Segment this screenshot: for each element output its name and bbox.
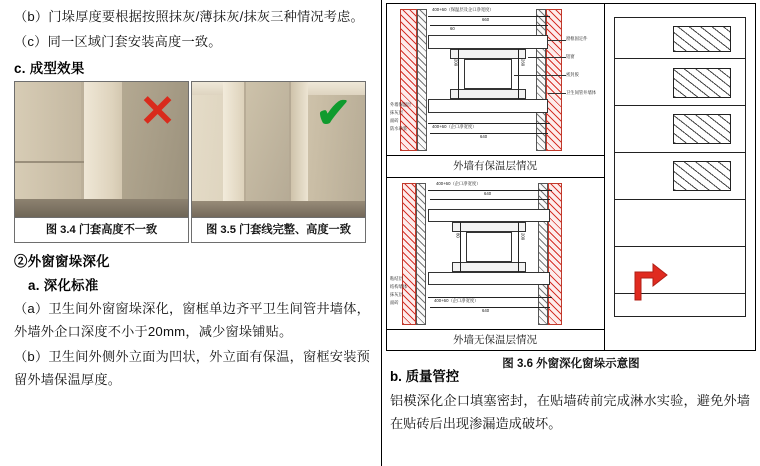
annotation-1: 窗框固定件	[566, 36, 588, 41]
door-jamb-right	[289, 81, 308, 218]
floor-line-2	[615, 105, 745, 106]
figure-divider-vertical	[604, 3, 605, 351]
dim-line-top2-2	[430, 199, 550, 200]
annotation-10: 结构墙体	[390, 284, 408, 289]
figure-divider-h-top	[386, 155, 604, 156]
photo-caption-2: 图 3.5 门套线完整、高度一致	[191, 218, 366, 243]
window-sash-2	[466, 232, 512, 262]
photo-good-door-casing	[191, 81, 366, 218]
wall-insulation-right	[546, 9, 562, 151]
annotation-12: 面砖	[390, 300, 399, 305]
dim-line-vert2-2	[518, 222, 519, 272]
cad-detail-with-insulation	[390, 7, 602, 153]
dim-label-bottom2-2: 640	[482, 308, 490, 313]
annotation-5: 外墙保温层	[390, 102, 412, 107]
sub-caption-with-insulation: 外墙有保温层情况	[453, 160, 537, 172]
dim-label-vert-2: 260	[520, 59, 526, 67]
heading-window-jamb: ②外窗窗垛深化	[14, 254, 110, 270]
window-unit-2	[673, 68, 731, 98]
figure-caption: 图 3.6 外窗深化窗垛示意图	[502, 358, 640, 370]
window-unit-3	[673, 114, 731, 144]
window-head-frame-2	[428, 209, 550, 222]
dim-label-top-3: 60	[450, 26, 455, 31]
photo-caption-row	[14, 218, 367, 243]
floor-band	[15, 199, 188, 218]
annotation-8: 防水砂浆	[390, 126, 408, 131]
photo-caption-1: 图 3.4 门套高度不一致	[14, 218, 189, 243]
dim-label-bottom2-1: 400+60（企口净宽度）	[434, 298, 479, 303]
window-frame-profile-lower	[450, 89, 526, 99]
window-unit-1	[673, 26, 731, 52]
structural-wall-right-2	[538, 183, 548, 325]
sub-caption-no-insulation: 外墙无保温层情况	[453, 334, 537, 346]
heading-forming-effect: c. 成型效果	[14, 61, 85, 77]
photo-block	[14, 81, 367, 243]
window-sill-frame	[428, 99, 548, 113]
dim-line-vert-1	[458, 49, 459, 99]
dim-line-vert2-1	[460, 222, 461, 272]
window-frame-profile-2	[452, 222, 526, 232]
dim-label-top-2: 660	[482, 17, 490, 22]
red-arrow-icon	[631, 256, 671, 302]
floor-band	[192, 201, 365, 217]
window-sill-frame-2	[428, 272, 550, 285]
annotation-7: 面砖	[390, 118, 399, 123]
window-frame-profile-lower-2	[452, 262, 526, 272]
figure-divider-h-mid	[386, 177, 604, 178]
dim-label-vert2-2: 200	[520, 233, 526, 241]
paragraph-b: （b）门垛厚度要根据按照抹灰/薄抹灰/抹灰三种情况考虑。	[14, 9, 364, 24]
door-opening	[246, 81, 289, 218]
dim-line-top-2	[430, 25, 548, 26]
leader-2	[528, 57, 566, 58]
annotation-3: 密封胶	[566, 72, 579, 77]
facade-elevation-diagram	[614, 17, 746, 317]
dim-line-bottom-2	[430, 133, 548, 134]
wall-left-2	[402, 183, 416, 325]
dim-label-bottom: 400+60（企口净宽度）	[432, 124, 477, 129]
right-column	[381, 0, 760, 466]
height-mismatch-line	[15, 161, 84, 163]
wall-right-2	[548, 183, 562, 325]
floor-line-3	[615, 152, 745, 153]
floor-line-4	[615, 199, 745, 200]
heading-quality-control: b. 质量管控	[390, 369, 460, 384]
leader-3	[514, 75, 566, 76]
leader-4	[548, 93, 566, 94]
figure-divider-h-bottom	[386, 329, 604, 330]
annotation-11: 抹灰层	[390, 292, 403, 297]
window-frame-profile	[450, 49, 526, 59]
annotation-9: 粘结层	[390, 276, 403, 281]
dim-label-bottom-2: 640	[480, 134, 488, 139]
dim-label-top2-1: 400+60（企口净宽度）	[436, 181, 481, 186]
heading-deepening-standard: a. 深化标准	[28, 278, 99, 294]
dim-line-vert-2	[518, 49, 519, 99]
dim-label-top2-2: 640	[484, 191, 492, 196]
annotation-4: 卫生间管井墙体	[566, 90, 597, 95]
paragraph-quality-control: 铝模深化企口填塞密封，在贴墙砖前完成淋水实验，避免外墙在贴砖后出现渗漏造成破坏。	[390, 393, 750, 431]
floor-line-1	[615, 58, 745, 59]
annotation-2: 铝窗	[566, 54, 575, 59]
leader-1	[548, 40, 566, 41]
dim-line-top-1	[428, 16, 550, 17]
dim-label-vert2-1: 80	[455, 233, 461, 238]
dim-label-top-1: 400+60（保温层及企口净宽度）	[432, 7, 494, 12]
figure-window-jamb	[386, 3, 756, 370]
cross-icon: ✕	[139, 87, 176, 137]
check-icon: ✔	[315, 89, 351, 137]
paragraph-a1: （a）卫生间外窗窗垛深化，窗框单边齐平卫生间管井墙体，外墙外企口深度不小于20mm，减少窗垛铺贴。	[14, 301, 370, 340]
structural-wall-right	[536, 9, 546, 151]
annotation-6: 抹灰层	[390, 110, 403, 115]
cad-detail-no-insulation	[390, 181, 602, 327]
paragraph-c: （c）同一区域门套安装高度一致。	[14, 33, 222, 49]
window-sash	[464, 59, 512, 89]
wall-left	[15, 82, 88, 217]
structural-wall-left-2	[416, 183, 426, 325]
door-jamb-left	[223, 81, 245, 218]
window-unit-4	[673, 161, 731, 191]
photo-bad-door-casing	[14, 81, 189, 218]
paragraph-b2: （b）卫生间外侧外立面为凹状，外立面有保温，窗框安装预留外墙保温厚度。	[14, 348, 370, 387]
photo-row	[14, 81, 367, 218]
dim-label-vert-1: 200	[453, 59, 459, 67]
structural-wall-left	[417, 9, 427, 151]
dim-line-bottom2-2	[430, 307, 550, 308]
window-head-frame	[428, 35, 548, 49]
floor-line-5	[615, 246, 745, 247]
